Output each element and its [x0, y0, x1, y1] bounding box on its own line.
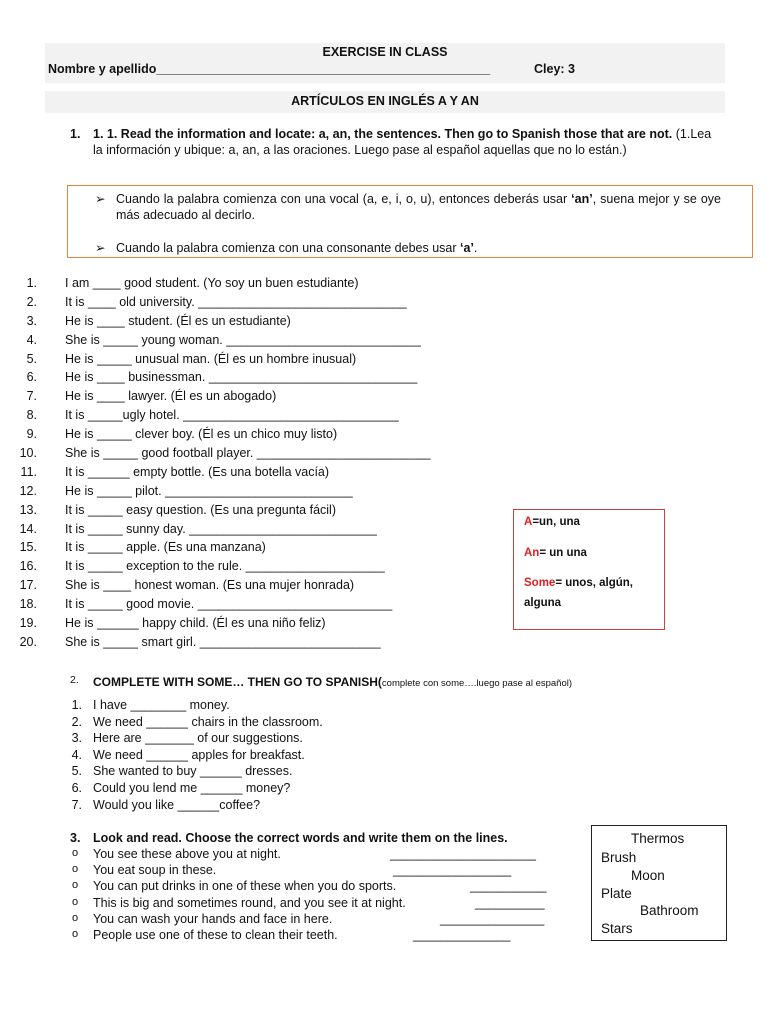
sentence-number: 13.	[19, 502, 37, 517]
sentence-number: 19.	[19, 616, 37, 631]
clue-bullet: o	[72, 847, 79, 859]
some-sentence-number: 5.	[71, 764, 82, 779]
sentence-item	[0, 408, 520, 427]
sentence-number: 17.	[19, 578, 37, 593]
name-field-label: Nombre y apellido________________________________________________	[48, 62, 491, 76]
article-sentences-list	[0, 276, 520, 654]
sentence-item	[0, 597, 520, 616]
sentence-text: It is ____ old university. ______________________________	[65, 294, 407, 309]
clue-bullet: o	[72, 863, 79, 876]
sentence-text: He is ____ student. (Él es un estudiante)	[65, 313, 291, 328]
sentence-number: 8.	[26, 408, 37, 423]
sentence-item	[0, 314, 520, 333]
page-title: EXERCISE IN CLASS	[322, 45, 448, 59]
sentence-item	[0, 559, 520, 578]
sentence-number: 1.	[26, 276, 37, 290]
sentence-number: 18.	[19, 597, 37, 612]
clue-bullet: o	[72, 927, 79, 940]
sentence-item	[0, 427, 520, 446]
sentence-item	[0, 540, 520, 559]
rule-consonant-text-end: .	[473, 241, 478, 255]
q1-number: 1.	[70, 127, 81, 141]
sentence-text: I am ____ good student. (Yo soy un buen estudiante)	[65, 276, 359, 290]
sentence-item	[0, 446, 520, 465]
sentence-item	[0, 522, 520, 541]
word-plate: Plate	[601, 886, 632, 901]
some-sentences-list	[70, 698, 570, 814]
rule-vowel-text-end: , suena mejor y se oye más adecuado al decirlo.	[116, 192, 721, 222]
sentence-text: She is _____ smart girl. __________________________	[65, 634, 381, 649]
sentence-number: 15.	[19, 540, 37, 555]
some-sentence-number: 4.	[71, 747, 82, 762]
sentence-item	[0, 389, 520, 408]
article-some-def	[524, 577, 633, 589]
q3-number: 3.	[70, 831, 81, 845]
sentence-item	[0, 295, 520, 314]
rule-vowel-text: Cuando la palabra comienza con una vocal (a, e, i, o, u), entonces deberás usar	[116, 192, 572, 206]
article-a-key: A	[524, 516, 533, 528]
sentence-item	[0, 370, 520, 389]
sentence-number: 14.	[19, 521, 37, 536]
some-sentence-number: 7.	[71, 797, 82, 812]
sentence-item	[0, 503, 520, 522]
clue-item	[70, 896, 590, 912]
word-stars: Stars	[601, 921, 633, 936]
some-sentence-text: I have ________ money.	[93, 698, 230, 712]
sentence-item	[0, 578, 520, 597]
q2-instruction-spanish: complete con some….luego pase al español)	[381, 678, 573, 689]
sentence-number: 20.	[19, 634, 37, 649]
answer-blank[interactable]: __________	[475, 895, 545, 910]
article-some-value: = unos, algún,	[555, 577, 633, 589]
sentence-item	[0, 276, 520, 295]
clue-text: You can wash your hands and face in here.	[93, 911, 333, 926]
sentence-item	[0, 484, 520, 503]
answer-blank[interactable]: _______________	[440, 911, 545, 926]
some-sentence-item	[70, 715, 570, 732]
rule-consonant	[116, 240, 477, 256]
clue-text: You see these above you at night.	[93, 847, 281, 861]
sentence-number: 7.	[26, 389, 37, 404]
answer-blank[interactable]: _____________________	[390, 847, 536, 861]
some-sentence-text: Here are _______ of our suggestions.	[93, 731, 303, 746]
article-an-key: An	[524, 547, 540, 559]
sentence-text: He is ____ businessman. ______________________________	[65, 370, 418, 385]
some-sentence-number: 6.	[71, 780, 82, 795]
rule-bullet-arrow: ➢	[95, 192, 106, 206]
clue-bullet: o	[72, 911, 79, 924]
clue-item	[70, 879, 590, 895]
sentence-text: He is ____ lawyer. (Él es un abogado)	[65, 389, 277, 404]
sentence-item	[0, 352, 520, 371]
article-an-value: = un una	[539, 547, 587, 559]
some-sentence-number: 1.	[71, 698, 82, 712]
word-brush: Brush	[601, 850, 637, 865]
sentence-number: 4.	[26, 332, 37, 347]
sentence-text: He is _____ clever boy. (Él es un chico muy listo)	[65, 427, 338, 442]
answer-blank[interactable]: ___________	[470, 879, 547, 894]
answer-blank[interactable]: _________________	[393, 863, 512, 878]
clue-item	[70, 912, 590, 928]
some-sentence-text: Would you like ______coffee?	[93, 797, 261, 812]
rule-vowel-article: ‘an’	[571, 192, 593, 206]
clue-list	[70, 847, 590, 944]
clue-item	[70, 928, 590, 944]
sentence-number: 6.	[26, 370, 37, 385]
section-subtitle: ARTÍCULOS EN INGLÉS A Y AN	[291, 94, 479, 108]
sentence-text: It is _____ good movie. ____________________________	[65, 597, 393, 612]
q1-instruction	[93, 126, 718, 158]
sentence-item	[0, 616, 520, 635]
sentence-number: 9.	[26, 427, 37, 442]
clue-text: People use one of these to clean their teeth.	[93, 927, 338, 942]
some-sentence-item	[70, 798, 570, 815]
clue-item	[70, 847, 590, 863]
sentence-text: It is _____ apple. (Es una manzana)	[65, 540, 266, 555]
sentence-number: 2.	[26, 294, 37, 309]
q2-number: 2.	[70, 674, 79, 686]
sentence-number: 10.	[19, 446, 37, 461]
class-label: Cley: 3	[534, 62, 575, 76]
clue-text: You eat soup in these.	[93, 863, 217, 878]
article-some-def-cont: alguna	[524, 597, 562, 609]
sentence-text: She is ____ honest woman. (Es una mujer honrada)	[65, 578, 355, 593]
rule-consonant-article: ‘a’	[460, 241, 474, 255]
sentence-text: It is _____ easy question. (Es una pregunta fácil)	[65, 502, 336, 517]
sentence-number: 12.	[19, 483, 37, 498]
some-sentence-item	[70, 698, 570, 715]
word-moon: Moon	[631, 868, 665, 883]
sentence-text: It is ______ empty bottle. (Es una botella vacía)	[65, 464, 330, 479]
sentence-text: It is _____ sunny day. ___________________________	[65, 521, 377, 536]
sentence-text: He is _____ pilot. ___________________________	[65, 483, 353, 498]
sentence-text: She is _____ young woman. ____________________________	[65, 332, 421, 347]
sentence-text: It is _____ugly hotel. _______________________________	[65, 408, 399, 423]
sentence-text: He is _____ unusual man. (Él es un hombre inusual)	[65, 351, 357, 366]
some-sentence-item	[70, 764, 570, 781]
word-thermos: Thermos	[631, 831, 685, 846]
rule-bullet-arrow: ➢	[95, 241, 106, 255]
sentence-number: 3.	[26, 313, 37, 328]
clue-text: You can put drinks in one of these when you do sports.	[93, 879, 397, 894]
answer-blank[interactable]: ______________	[413, 927, 511, 942]
some-sentence-item	[70, 748, 570, 765]
sentence-item	[0, 465, 520, 484]
q1-instruction-spanish: (1.Lea la información y ubique: a, an, a las oraciones. Luego pase al español aquellas que no lo están.)	[93, 127, 712, 157]
rule-vowel	[116, 191, 721, 223]
clue-bullet: o	[72, 879, 79, 892]
some-sentence-text: Could you lend me ______ money?	[93, 780, 291, 795]
sentence-text: He is ______ happy child. (Él es una niño feliz)	[65, 616, 326, 631]
article-some-key: Some	[524, 577, 556, 589]
some-sentence-item	[70, 731, 570, 748]
some-sentence-item	[70, 781, 570, 798]
article-a-value: =un, una	[532, 516, 580, 528]
sentence-item	[0, 333, 520, 352]
sentence-number: 16.	[19, 559, 37, 574]
q2-instruction-english: COMPLETE WITH SOME… THEN GO TO SPANISH(	[93, 675, 382, 689]
sentence-item	[0, 635, 520, 654]
some-sentence-number: 3.	[71, 731, 82, 746]
rule-consonant-text: Cuando la palabra comienza con una consonante debes usar	[116, 241, 460, 255]
clue-bullet: o	[72, 895, 79, 908]
q2-instruction	[93, 673, 572, 691]
sentence-text: She is _____ good football player. _________________________	[65, 446, 431, 461]
sentence-number: 5.	[26, 351, 37, 366]
article-a-def	[524, 516, 580, 528]
some-sentence-text: We need ______ apples for breakfast.	[93, 747, 305, 762]
clue-text: This is big and sometimes round, and you see it at night.	[93, 895, 406, 910]
some-sentence-text: We need ______ chairs in the classroom.	[93, 714, 323, 729]
clue-item	[70, 863, 590, 879]
q3-instruction: Look and read. Choose the correct words and write them on the lines.	[93, 831, 508, 845]
word-bathroom: Bathroom	[640, 903, 699, 918]
q1-instruction-english: 1. 1. Read the information and locate: a, an, the sentences. Then go to Spanish those that are not.	[93, 127, 673, 141]
some-sentence-number: 2.	[71, 714, 82, 729]
article-an-def	[524, 547, 587, 559]
sentence-number: 11.	[20, 464, 37, 479]
sentence-text: It is _____ exception to the rule. ____________________	[65, 559, 385, 574]
some-sentence-text: She wanted to buy ______ dresses.	[93, 764, 293, 779]
